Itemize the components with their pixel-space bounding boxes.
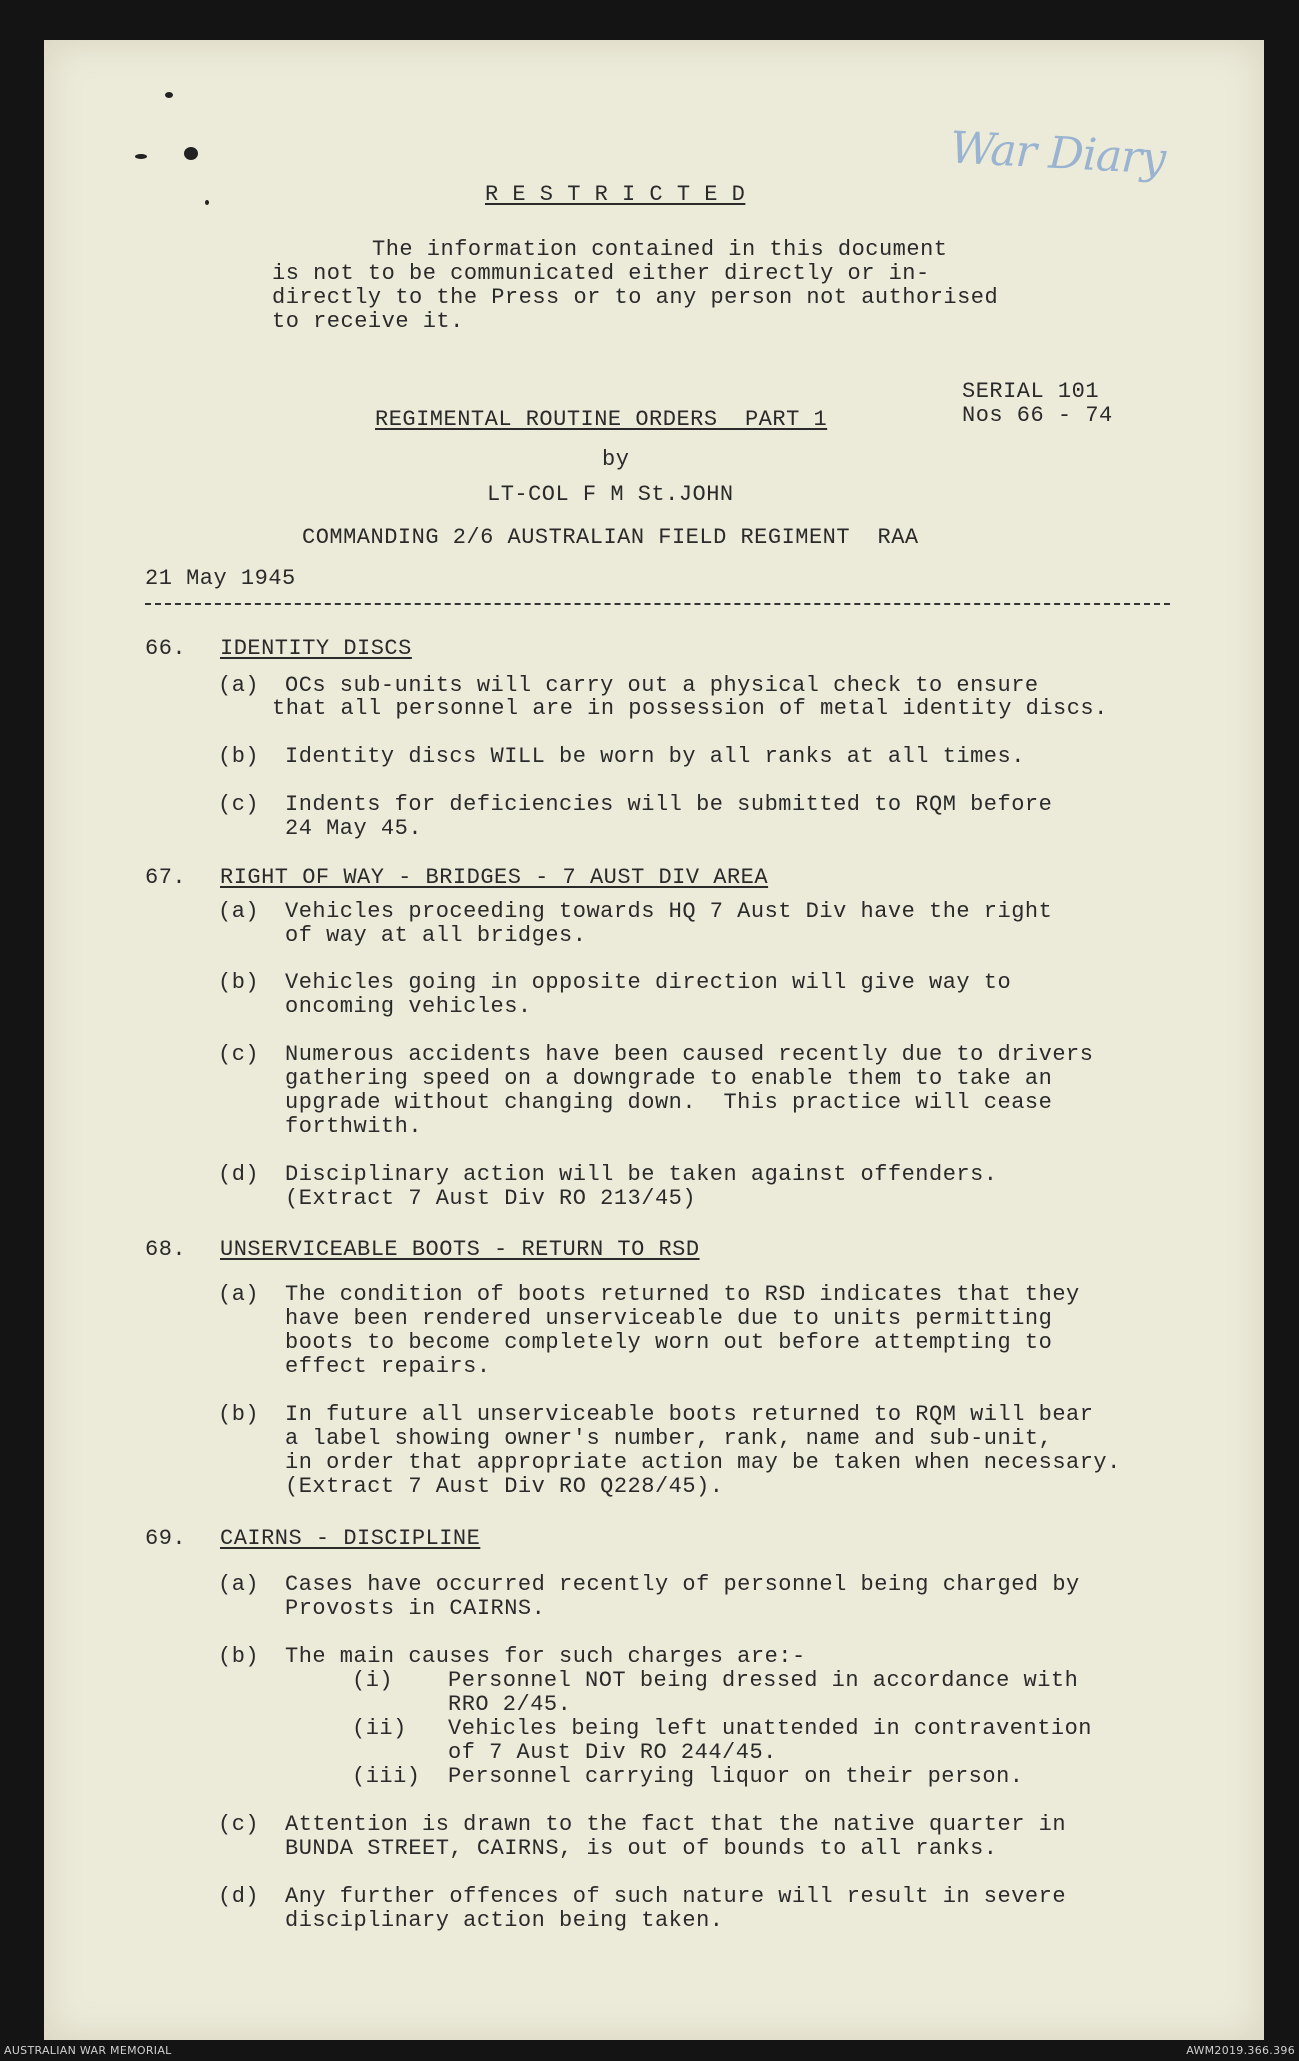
- paragraph-label: (c): [218, 792, 260, 817]
- paragraph-line: Indents for deficiencies will be submitted to RQM before: [285, 792, 1053, 817]
- order-number: 67.: [145, 865, 187, 890]
- paragraph-label: (b): [218, 744, 260, 769]
- paragraph-label: (b): [218, 1644, 260, 1669]
- paragraph-label: (a): [218, 1572, 260, 1597]
- paragraph-line: BUNDA STREET, CAIRNS, is out of bounds to all ranks.: [285, 1836, 998, 1861]
- paragraph-label: (a): [218, 673, 260, 698]
- paragraph-line: boots to become completely worn out before attempting to: [285, 1330, 1053, 1355]
- paragraph-line: that all personnel are in possession of metal identity discs.: [272, 696, 1108, 721]
- paragraph-line: In future all unserviceable boots returned to RQM will bear: [285, 1402, 1094, 1427]
- by-line: by: [602, 447, 630, 472]
- paragraph-line: gathering speed on a downgrade to enable them to take an: [285, 1066, 1053, 1091]
- paragraph-line: upgrade without changing down. This practice will cease: [285, 1090, 1053, 1115]
- serial-number: SERIAL 101: [962, 379, 1100, 404]
- paragraph-line: of way at all bridges.: [285, 923, 587, 948]
- paragraph-line: Attention is drawn to the fact that the native quarter in: [285, 1812, 1067, 1837]
- classification-heading: R E S T R I C T E D: [485, 182, 746, 207]
- paragraph-line: Any further offences of such nature will result in severe: [285, 1884, 1067, 1909]
- officer-name: LT-COL F M St.JOHN: [487, 482, 734, 507]
- paragraph-line: The condition of boots returned to RSD indicates that they: [285, 1282, 1080, 1307]
- subitem-line: Personnel carrying liquor on their person.: [448, 1764, 1024, 1789]
- handwritten-annotation: War Diary: [948, 122, 1167, 185]
- paragraph-line: The main causes for such charges are:-: [285, 1644, 806, 1669]
- notice-line: to receive it.: [272, 309, 464, 334]
- ink-spot: [135, 154, 147, 159]
- paragraph-label: (d): [218, 1884, 260, 1909]
- paragraph-line: Vehicles going in opposite direction will give way to: [285, 970, 1012, 995]
- paragraph-label: (a): [218, 1282, 260, 1307]
- subitem-label: (ii): [352, 1716, 407, 1741]
- paragraph-label: (b): [218, 970, 260, 995]
- paragraph-line: forthwith.: [285, 1114, 423, 1139]
- order-title: RIGHT OF WAY - BRIDGES - 7 AUST DIV AREA: [220, 865, 769, 890]
- subitem-line: RRO 2/45.: [448, 1692, 572, 1717]
- paragraph-line: effect repairs.: [285, 1354, 491, 1379]
- paragraph-line: disciplinary action being taken.: [285, 1908, 724, 1933]
- paragraph-label: (a): [218, 899, 260, 924]
- paragraph-line: Identity discs WILL be worn by all ranks at all times.: [285, 744, 1025, 769]
- order-title: UNSERVICEABLE BOOTS - RETURN TO RSD: [220, 1237, 700, 1262]
- paragraph-line: Vehicles proceeding towards HQ 7 Aust Div have the right: [285, 899, 1053, 924]
- order-number: 66.: [145, 636, 187, 661]
- subitem-line: Personnel NOT being dressed in accordance with: [448, 1668, 1079, 1693]
- paragraph-line: a label showing owner's number, rank, name and sub-unit,: [285, 1426, 1053, 1451]
- command-line: COMMANDING 2/6 AUSTRALIAN FIELD REGIMENT RAA: [302, 525, 919, 550]
- notice-line: is not to be communicated either directly or in-: [272, 261, 930, 286]
- paragraph-line: OCs sub-units will carry out a physical check to ensure: [285, 673, 1039, 698]
- paragraph-line: Disciplinary action will be taken against offenders.: [285, 1162, 998, 1187]
- paragraph-label: (c): [218, 1042, 260, 1067]
- notice-line: directly to the Press or to any person not authorised: [272, 285, 999, 310]
- subitem-line: of 7 Aust Div RO 244/45.: [448, 1740, 777, 1765]
- ink-spot: [205, 200, 209, 205]
- order-title: IDENTITY DISCS: [220, 636, 412, 661]
- order-title: CAIRNS - DISCIPLINE: [220, 1526, 481, 1551]
- footer-accession-number: AWM2019.366.396: [1186, 2044, 1295, 2057]
- subitem-label: (iii): [352, 1764, 421, 1789]
- notice-line: The information contained in this document: [372, 237, 948, 262]
- paragraph-line: (Extract 7 Aust Div RO 213/45): [285, 1186, 697, 1211]
- paragraph-label: (d): [218, 1162, 260, 1187]
- paragraph-line: oncoming vehicles.: [285, 994, 532, 1019]
- paragraph-line: (Extract 7 Aust Div RO Q228/45).: [285, 1474, 724, 1499]
- ink-spot: [184, 147, 198, 160]
- paragraph-label: (b): [218, 1402, 260, 1427]
- paragraph-line: 24 May 45.: [285, 816, 423, 841]
- document-title: REGIMENTAL ROUTINE ORDERS PART 1: [375, 407, 828, 432]
- paragraph-line: Cases have occurred recently of personnel being charged by: [285, 1572, 1080, 1597]
- order-number: 69.: [145, 1526, 187, 1551]
- order-number: 68.: [145, 1237, 187, 1262]
- paragraph-line: Provosts in CAIRNS.: [285, 1596, 546, 1621]
- footer-source: AUSTRALIAN WAR MEMORIAL: [4, 2044, 172, 2057]
- ink-spot: [165, 92, 173, 98]
- paragraph-line: Numerous accidents have been caused recently due to drivers: [285, 1042, 1094, 1067]
- subitem-line: Vehicles being left unattended in contravention: [448, 1716, 1093, 1741]
- paragraph-line: have been rendered unserviceable due to units permitting: [285, 1306, 1053, 1331]
- paragraph-line: in order that appropriate action may be taken when necessary.: [285, 1450, 1121, 1475]
- horizontal-divider: [145, 603, 1170, 605]
- paragraph-label: (c): [218, 1812, 260, 1837]
- subitem-label: (i): [352, 1668, 394, 1693]
- order-numbers: Nos 66 - 74: [962, 403, 1113, 428]
- document-date: 21 May 1945: [145, 566, 296, 591]
